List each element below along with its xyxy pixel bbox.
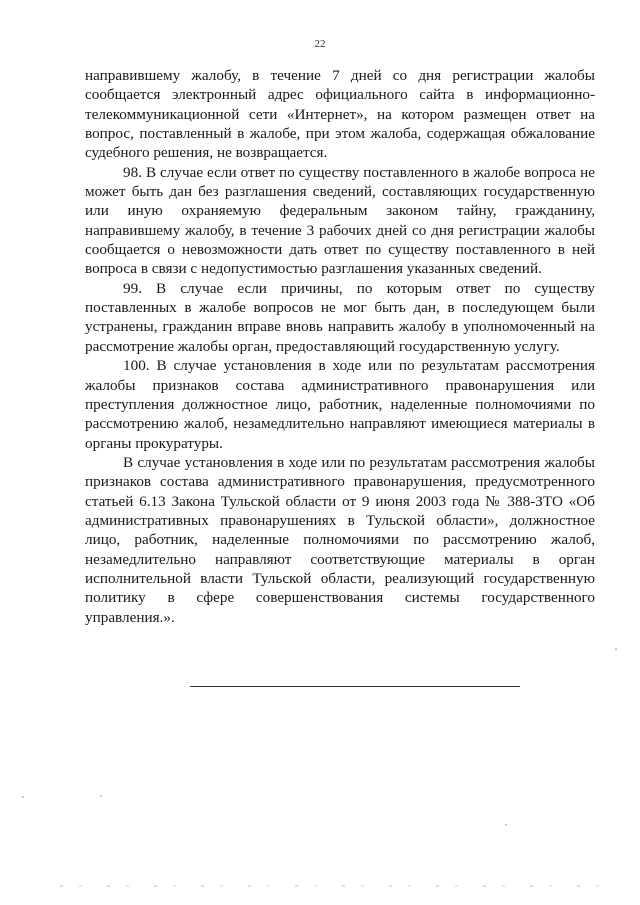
paragraph-100-continuation: В случае установления в ходе или по результатам рассмотрения жалобы признаков состава административного правонарушения, предусмотренного статьей 6.13 Закона Тульской области от 9 июня 2003 года № 388-ЗТО «Об административных правонарушениях в Тульской области», должностное лицо, работник, наделенные полномочиями по рассмотрению жалоб, незамедлительно направляют соответствующие материалы в орган исполнительной власти Тульской области, реализующий государственную политику в сфере совершенствования системы государственного управления.».	[85, 453, 595, 626]
scan-speck	[100, 795, 102, 797]
paragraph-98: 98. В случае если ответ по существу поставленного в жалобе вопроса не может быть дан без разглашения сведений, составляющих государственную или иную охраняемую федеральным законом тайну, гражданину, направившему жалобу, в течение 3 рабочих дней со дня регистрации жалобы сообщается о невозможности дать ответ по существу поставленного в ней вопроса в связи с недопустимостью разглашения указанных сведений.	[85, 163, 595, 278]
scan-speck	[615, 648, 617, 650]
paragraph-100: 100. В случае установления в ходе или по результатам рассмотрения жалобы признаков состава административного правонарушения или преступления должностное лицо, работник, наделенные полномочиями по рассмотрению жалоб, незамедлительно направляют имеющиеся материалы в органы прокуратуры.	[85, 357, 595, 452]
scan-speck	[22, 796, 24, 798]
page-number: 22	[314, 38, 326, 50]
closing-divider-line	[190, 686, 520, 687]
paragraph-continuation: направившему жалобу, в течение 7 дней со дня регистрации жалобы сообщается электронный адрес официального сайта в информационно-телекоммуникационной сети «Интернет», на котором размещен ответ на вопрос, поставленный в жалобе, при этом жалоба, содержащая обжалование судебного решения, не возвращается.	[85, 67, 595, 162]
paragraph-99: 99. В случае если причины, по которым ответ по существу поставленных в жалобе вопросов не мог быть дан, в последующем были устранены, гражданин вправе вновь направить жалобу в уполномоченный на рассмотрение жалобы орган, предоставляющий государственную услугу.	[85, 279, 595, 355]
scan-edge-noise	[60, 885, 600, 887]
scan-speck	[505, 824, 507, 826]
document-body	[85, 66, 595, 627]
